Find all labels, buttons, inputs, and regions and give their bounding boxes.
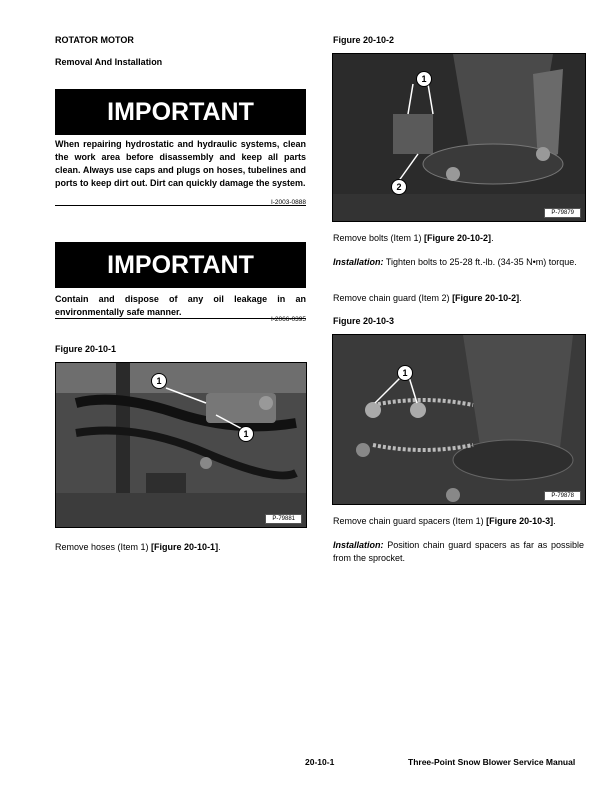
figure-ref: [Figure 20-10-3] [486,516,554,526]
section-title: ROTATOR MOTOR [55,35,134,45]
figure-photo [55,362,307,528]
callout-marker: 2 [391,179,407,195]
step-text: Remove chain guard spacers (Item 1) [Figure 20-10-3]. [333,516,556,526]
callout-marker: 1 [416,71,432,87]
important-text: Contain and dispose of any oil leakage in an environmentally safe manner. [55,294,306,317]
photo-code: P-79881 [265,514,302,524]
important-banner: IMPORTANT [55,89,306,135]
notice-code: I-2003-0888 [270,199,306,206]
step-text: Remove hoses (Item 1) [Figure 20-10-1]. [55,542,221,552]
figure-ref: [Figure 20-10-2] [424,233,492,243]
callout-marker: 1 [151,373,167,389]
important-text: When repairing hydrostatic and hydraulic systems, clean the work area before disassembly and keep all parts clean. Always use caps and plugs on hoses, tubelines and ports to keep dirt out. Dirt can quickly damage the system. [55,139,306,188]
callout-marker: 1 [397,365,413,381]
photo-code: P-79878 [544,491,581,501]
photo-code: P-79879 [544,208,581,218]
important-banner: IMPORTANT [55,242,306,288]
callout-marker: 1 [238,426,254,442]
installation-label: Installation: [333,257,384,267]
subsection-title: Removal And Installation [55,57,163,67]
figure-title: Figure 20-10-2 [333,35,395,45]
manual-title: Three-Point Snow Blower Service Manual [408,757,576,767]
step-text: Remove chain guard (Item 2) [Figure 20-10-2]. [333,293,522,303]
figure-illustration [333,335,585,504]
installation-note: Installation: Tighten bolts to 25-28 ft.-lb. (34-35 N•m) torque. [333,257,577,267]
figure-ref: [Figure 20-10-2] [452,293,520,303]
figure-photo [332,334,586,505]
figure-title: Figure 20-10-1 [55,344,117,354]
page-number: 20-10-1 [305,757,335,767]
figure-title: Figure 20-10-3 [333,316,395,326]
notice-code: I-2066-0395 [270,316,306,323]
installation-note: Installation: Position chain guard spacers as far as possible from the sprocket. [333,540,584,563]
figure-illustration [56,363,306,527]
step-text: Remove bolts (Item 1) [Figure 20-10-2]. [333,233,494,243]
figure-photo [332,53,586,222]
figure-illustration [333,54,585,221]
installation-label: Installation: [333,540,384,550]
figure-ref: [Figure 20-10-1] [151,542,219,552]
